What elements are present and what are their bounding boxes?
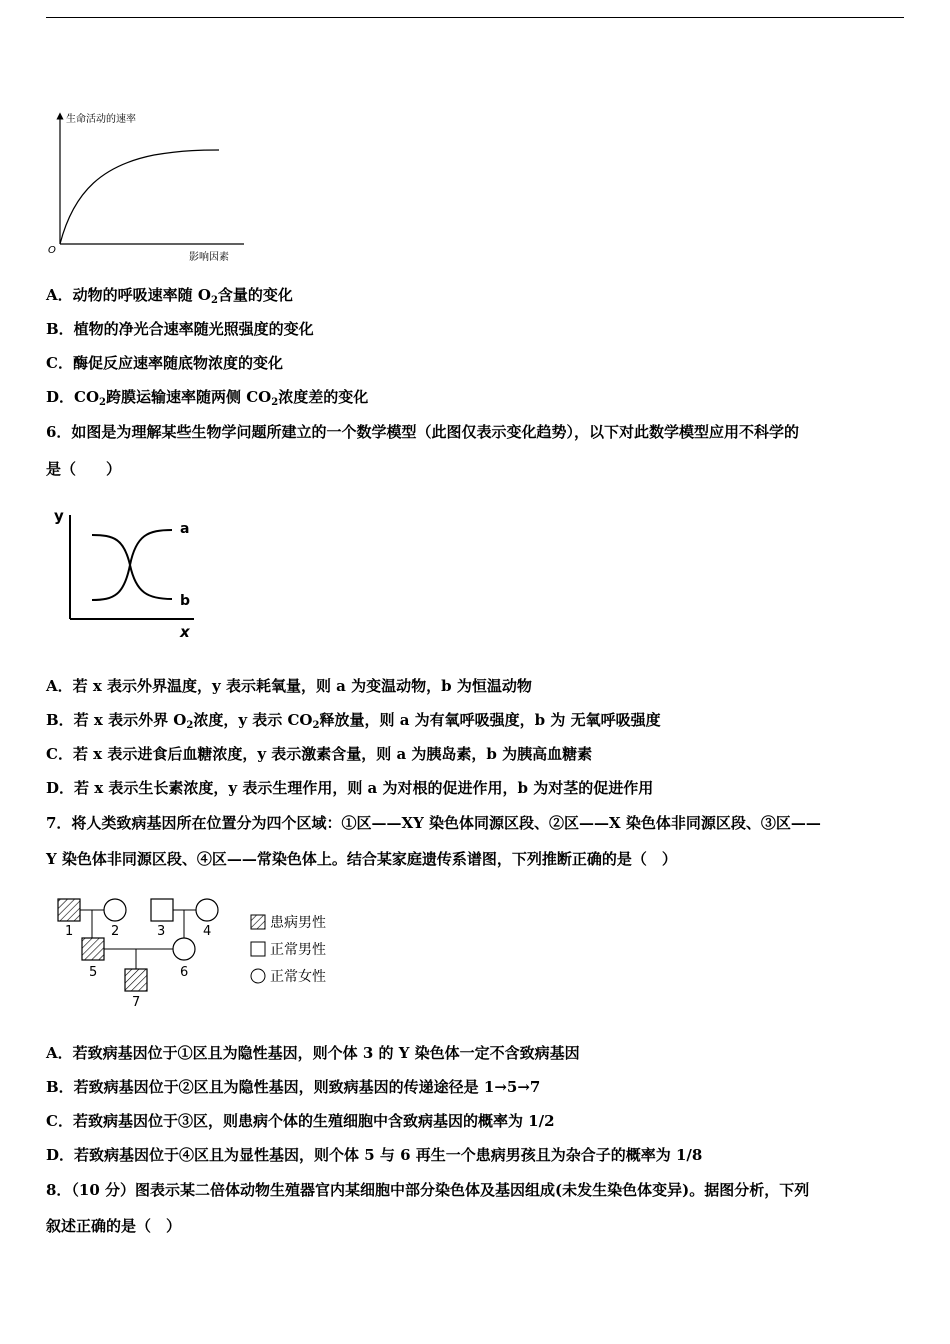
q5-option-c: C．酶促反应速率随底物浓度的变化: [46, 354, 283, 372]
label-4: 4: [203, 924, 212, 939]
legend-affected-male-label: 患病男性: [270, 915, 326, 931]
x-axis-label: x: [180, 623, 190, 641]
individual-6-normal-female: [173, 938, 195, 960]
individual-2-normal-female: [104, 899, 126, 921]
legend-normal-male-label: 正常男性: [270, 942, 326, 958]
label-5: 5: [89, 965, 98, 980]
q6-stem-line2: 是（ ）: [46, 460, 122, 478]
q7-option-d: D．若致病基因位于④区且为显性基因，则个体 5 与 6 再生一个患病男孩且为杂合子的概率为 1/8: [46, 1146, 703, 1164]
origin-label: O: [48, 245, 56, 256]
curve-a-label: a: [180, 521, 190, 537]
q7-option-a: A．若致病基因位于①区且为隐性基因，则个体 3 的 Y 染色体一定不含致病基因: [46, 1044, 580, 1062]
legend-normal-female-label: 正常女性: [270, 969, 326, 985]
label-1: 1: [65, 924, 74, 939]
saturation-curve: [60, 150, 219, 244]
q6-option-c: C．若 x 表示进食后血糖浓度，y 表示激素含量，则 a 为胰岛素，b 为胰高血糖素: [46, 745, 593, 763]
label-6: 6: [180, 965, 189, 980]
q6-stem-line1: 6．如图是为理解某些生物学问题所建立的一个数学模型（此图仅表示变化趋势），以下对此数学模型应用不科学的: [46, 423, 799, 441]
q6-option-a: A．若 x 表示外界温度，y 表示耗氧量，则 a 为变温动物，b 为恒温动物: [46, 677, 532, 695]
rate-curve-figure: [44, 110, 254, 266]
curve-a: [92, 530, 172, 600]
curve-b: [92, 535, 172, 599]
individual-4-normal-female: [196, 899, 218, 921]
q5-option-a: A．动物的呼吸速率随 $O_2$含量的变化: [46, 286, 293, 306]
individual-5-affected-male: [82, 938, 104, 960]
label-2: 2: [111, 924, 120, 939]
crossing-curves-figure: [44, 503, 204, 643]
label-3: 3: [157, 924, 166, 939]
individual-3-normal-male: [151, 899, 173, 921]
q6-option-b: B．若 x 表示外界 $O_2$浓度，y 表示 $CO_2$释放量，则 a 为有氧呼吸强度，b 为 无氧呼吸强度: [46, 711, 661, 731]
q7-option-c: C．若致病基因位于③区，则患病个体的生殖细胞中含致病基因的概率为 1/2: [46, 1112, 555, 1130]
q7-stem-line1: 7．将人类致病基因所在位置分为四个区域：①区——XY 染色体同源区段、②区——X 染色体非同源区段、③区——: [46, 814, 821, 832]
q5-option-b: B．植物的净光合速率随光照强度的变化: [46, 320, 314, 338]
individual-7-affected-male: [125, 969, 147, 991]
q5-option-d: D．$CO_2$跨膜运输速率随两侧 $CO_2$浓度差的变化: [46, 388, 369, 408]
q8-stem-line2: 叙述正确的是（ ）: [46, 1217, 182, 1235]
legend-normal-female-symbol: [251, 969, 265, 983]
q8-stem-line1: 8．（10 分）图表示某二倍体动物生殖器官内某细胞中部分染色体及基因组成(未发生染色体变异)。据图分析，下列: [46, 1181, 810, 1199]
individual-1-affected-male: [58, 899, 80, 921]
q7-stem-line2: Y 染色体非同源区段、④区——常染色体上。结合某家庭遗传系谱图，下列推断正确的是（ ）: [46, 850, 677, 868]
legend-affected-male-symbol: [251, 915, 265, 929]
pedigree-chart: [52, 893, 352, 1013]
label-7: 7: [132, 995, 141, 1010]
legend-normal-male-symbol: [251, 942, 265, 956]
x-axis-label: 影响因素: [189, 252, 229, 263]
header-rule: [46, 17, 904, 18]
y-axis-label: y: [54, 507, 64, 525]
q7-option-b: B．若致病基因位于②区且为隐性基因，则致病基因的传递途径是 1→5→7: [46, 1078, 541, 1096]
curve-b-label: b: [180, 593, 191, 609]
q6-option-d: D．若 x 表示生长素浓度，y 表示生理作用，则 a 为对根的促进作用，b 为对茎的促进作用: [46, 779, 654, 797]
y-axis-label: 生命活动的速率: [66, 114, 136, 125]
